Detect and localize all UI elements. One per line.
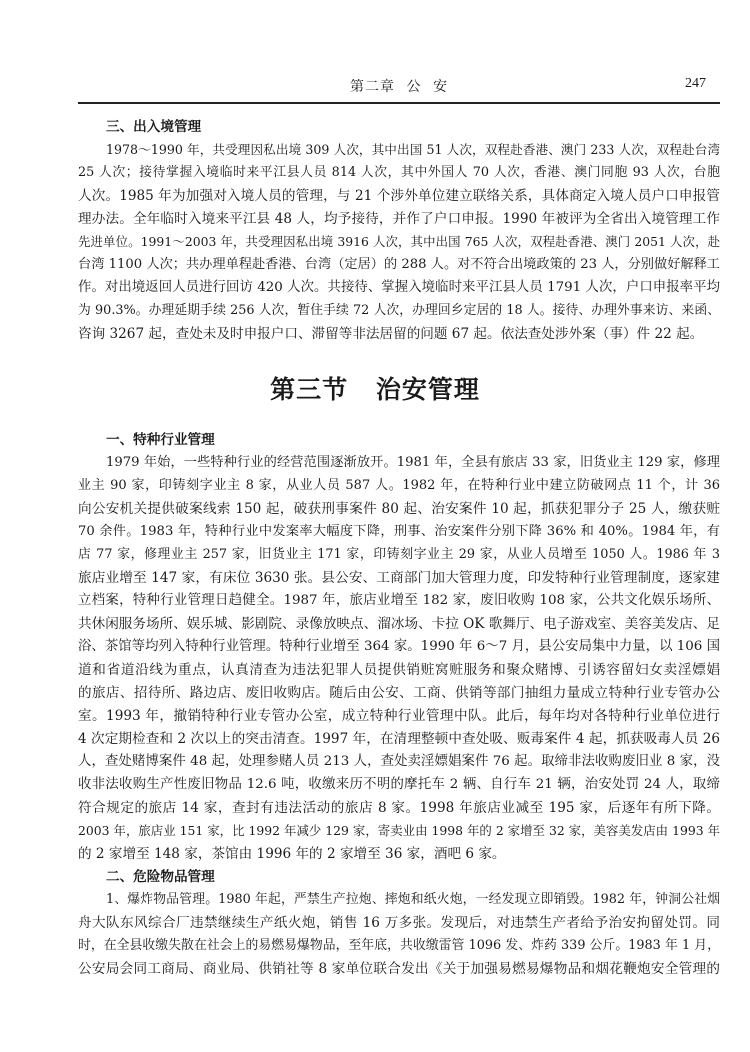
text-line: 1978～1990 年，共受理因私出境 309 人次，其中出国 51 人次，双程赴香港、澳门 233 人次，双程赴台湾 (106, 142, 720, 157)
text-line: 道和省道沿线为重点，认真清查为违法犯罪人员提供销赃窝赃服务和聚众赌博、引诱容留妇女卖淫嫖娼 (78, 662, 720, 678)
text-line: 符合规定的旅店 14 家，查封有违法活动的旅店 8 家。1998 年旅店业减至 195 家，后逐年有所下降。 (78, 800, 720, 816)
text-line: 作。对出境返回人员进行回访 420 人次。共接待、掌握入境临时来平江县人员 1791 人次，户口申报率平均 (78, 280, 720, 295)
text-line: 向公安机关提供破案线索 150 起，破获刑事案件 80 起、治安案件 10 起，抓获犯罪分子 25 人，缴获赃 (78, 501, 720, 517)
subsection-heading-dangerous-goods: 二、危险物品管理 (106, 869, 215, 885)
text-line: 的旅店、招待所、路边店、废旧收购店。随后由公安、工商、供销等部门抽组力量成立特种行业专管办公 (78, 685, 720, 701)
text-line: 舟大队东风综合厂违禁继续生产纸火炮，销售 16 万多张。发现后，对违禁生产者给予治安拘留处罚。同 (78, 915, 720, 931)
text-line: 的 2 家增至 148 家，茶馆由 1996 年的 2 家增至 36 家，酒吧 6 家。 (78, 846, 506, 862)
subsection-heading-special-industry: 一、特种行业管理 (106, 432, 215, 448)
page-number: 247 (685, 76, 706, 91)
text-line: 先进单位。1991～2003 年，共受理因私出境 3916 人次，其中出国 765 人次，双程赴香港、澳门 2051 人次，赴 (78, 234, 720, 249)
chapter-title: 第二章 公 安 (350, 79, 448, 95)
text-line: 25 人次；接待掌握入境临时来平江县人员 814 人次，其中外国人 70 人次，香港、澳门同胞 93 人次，台胞 (78, 165, 720, 180)
text-line: 业主 90 家，印铸刻字业主 8 家，从业人员 587 人。1982 年，在特种行业中建立防破网点 11 个，计 36 (78, 478, 720, 493)
header-rule (78, 102, 720, 104)
text-line: 店 77 家，修理业主 257 家，旧货业主 171 家，印铸刻字业主 29 家，从业人员增至 1050 人。1986 年 3 (78, 547, 720, 562)
text-line: 室。1993 年，撤销特种行业专管办公室，成立特种行业管理中队。此后，每年均对各特种行业单位进行 (78, 708, 720, 724)
text-line: 人，查处赌博案件 48 起，处理参赌人员 213 人，查处卖淫嫖娼案件 76 起。取缔非法收购废旧业 8 家，没 (78, 754, 720, 769)
text-line: 2003 年，旅店业 151 家，比 1992 年减少 129 家，寄卖业由 1998 年的 2 家增至 32 家，美容美发店由 1993 年 (78, 823, 720, 838)
text-line: 收非法收购生产性废旧物品 12.6 吨，收缴来历不明的摩托车 2 辆、自行车 21 辆，治安处罚 24 人，取缔 (78, 777, 720, 792)
text-line: 时，在全县收缴失散在社会上的易燃易爆物品，至年底，共收缴雷管 1096 发、炸药 339 公斤。1983 年 1 月， (78, 938, 720, 953)
running-header (78, 76, 720, 98)
text-line: 立档案，特种行业管理日趋健全。1987 年，旅店业增至 182 家，废旧收购 108 家，公共文化娱乐场所、 (78, 593, 720, 608)
text-line: 公安局会同工商局、商业局、供销社等 8 家单位联合发出《关于加强易燃易爆物品和烟花鞭炮安全管理的 (78, 961, 720, 977)
text-line: 70 余件。1983 年，特种行业中发案率大幅度下降，刑事、治安案件分别下降 36% 和 40%。1984 年，有 (78, 524, 720, 539)
text-line: 人次。1985 年为加强对入境人员的管理，与 21 个涉外单位建立联络关系，具体商定入境人员户口申报管 (78, 188, 720, 204)
text-line: 1979 年始，一些特种行业的经营范围逐渐放开。1981 年，全县有旅店 33 家，旧货业主 129 家，修理 (106, 455, 720, 470)
text-line: 1、爆炸物品管理。1980 年起，严禁生产拉炮、摔炮和纸火炮，一经发现立即销毁。1982 年，钟洞公社烟 (106, 892, 720, 907)
text-line: 浴、茶馆等均列入特种行业管理。特种行业增至 364 家。1990 年 6～7 月，县公安局集中力量，以 106 国 (78, 639, 720, 654)
section-title: 第三节 治安管理 (270, 375, 480, 404)
text-line: 台湾 1100 人次；共办理单程赴香港、台湾（定居）的 288 人。对不符合出境政策的 23 人，分别做好解释工 (78, 257, 720, 272)
text-line: 旅店业增至 147 家，有床位 3630 张。县公安、工商部门加大管理力度，印发特种行业管理制度，逐家建 (78, 570, 720, 586)
text-line: 咨询 3267 起，查处未及时申报户口、滞留等非法居留的问题 67 起。依法查处涉外案（事）件 22 起。 (78, 326, 704, 342)
text-line: 理办法。全年临时入境来平江县 48 人，均予接待，并作了户口申报。1990 年被评为全省出入境管理工作 (78, 211, 720, 227)
text-line: 为 90.3%。办理延期手续 256 人次，暂住手续 72 人次，办理回乡定居的 18 人。接待、办理外事来访、来函、 (78, 303, 720, 318)
text-line: 共休闲服务场所、娱乐城、影剧院、录像放映点、溜冰场、卡拉 OK 歌舞厅、电子游戏室、美容美发店、足 (78, 616, 720, 632)
section-heading-entry-exit: 三、出入境管理 (106, 119, 202, 135)
text-line: 4 次定期检查和 2 次以上的突击清查。1997 年，在清理整顿中查处吸、贩毒案件 4 起，抓获吸毒人员 26 (78, 731, 720, 747)
